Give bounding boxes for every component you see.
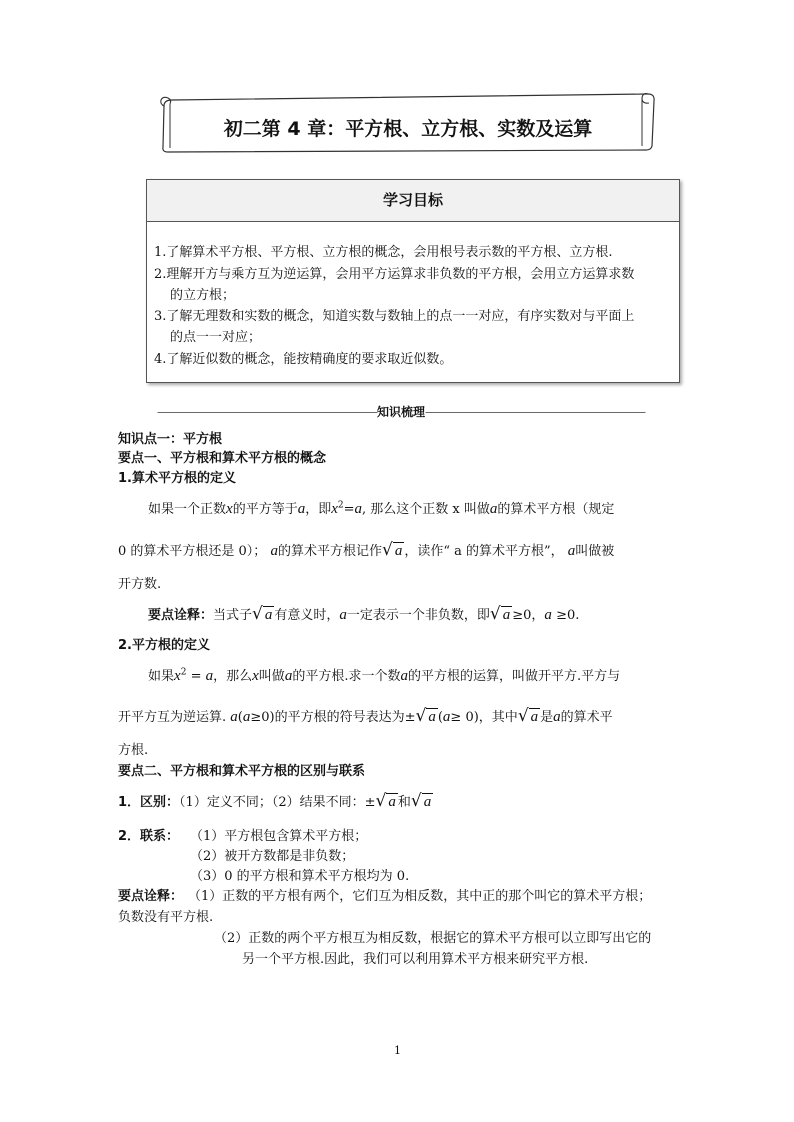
subsection-heading: 1.算术平方根的定义 xyxy=(118,471,236,486)
page-number: 1 xyxy=(394,1044,401,1057)
sqrt-expression: √ a xyxy=(375,791,396,811)
sqrt-expression: √ a xyxy=(410,791,432,811)
section-heading: 要点二、平方根和算术平方根的区别与联系 xyxy=(118,764,366,779)
section-heading: 要点一、平方根和算术平方根的概念 xyxy=(118,451,327,466)
paragraph-line: 开方数. xyxy=(118,577,162,592)
objective-item: 4.了解近似数的概念，能按精确度的要求取近似数。 xyxy=(154,352,453,367)
sqrt-expression: √ a xyxy=(381,540,403,560)
sqrt-expression: √ a xyxy=(517,706,539,726)
section-divider xyxy=(146,403,656,420)
objectives-box xyxy=(146,179,680,383)
paragraph-line: 如果一个正数x的平方等于a，即$x^2=a$, 那么这个正数 x 叫做a的算术平方根（规定 xyxy=(148,500,615,517)
note-line: 另一个平方根.因此，我们可以利用算术平方根来研究平方根. xyxy=(242,952,589,967)
relation-item: （3）0 的平方根和算术平方根均为 0. xyxy=(190,869,410,884)
objective-item: 2.理解开方与乘方互为逆运算，会用平方运算求非负数的平方根，会用立方运算求数 xyxy=(154,267,635,282)
note-line: 负数没有平方根. xyxy=(118,910,214,925)
subsection-heading: 2.平方根的定义 xyxy=(118,638,210,653)
objective-item: 1.了解算术平方根、平方根、立方根的概念，会用根号表示数的平方根、立方根. xyxy=(154,245,613,260)
note-label: 要点诠释： xyxy=(148,608,214,623)
paragraph-line: 方根. xyxy=(118,743,149,758)
objective-item: 3.了解无理数和实数的概念，知道实数与数轴上的点一一对应，有序实数对与平面上 xyxy=(154,309,635,324)
note-line: （2）正数的两个平方根互为相反数，根据它的算术平方根可以立即写出它的 xyxy=(214,931,652,946)
divider-dashes: ———————————————————— xyxy=(156,405,377,419)
objective-item: 的立方根； xyxy=(170,288,236,303)
sqrt-expression: √ a xyxy=(489,604,511,624)
relation-item: （1）平方根包含算术平方根； xyxy=(190,829,368,844)
sqrt-expression: √ a xyxy=(252,604,273,624)
note-label: 要点诠释： xyxy=(118,889,184,904)
note-line: （1）正数的平方根有两个，它们互为相反数，其中正的那个叫它的算术平方根； xyxy=(188,889,652,904)
objective-item: 的点一一对应； xyxy=(170,330,262,345)
difference-label: 1．区别： xyxy=(118,795,180,810)
note-line: 要点诠释：当式子√ a 有意义时，a一定表示一个非负数，即√ a ≥0，a ≥0. xyxy=(148,604,580,624)
paragraph-line: 如果$x^2 = a$，那么x叫做a的平方根.求一个数a的平方根的运算，叫做开平方.平方与 xyxy=(148,667,621,684)
divider-dashes: ———————————————————— xyxy=(425,405,645,419)
paragraph-line: 0 的算术平方根还是 0）； a的算术平方根记作√ a ，读作“ a 的算术平方根”， a叫做被 xyxy=(118,540,615,560)
objectives-heading: 学习目标 xyxy=(382,191,443,209)
difference-line: 1．区别：（1）定义不同；（2）结果不同：±√ a 和√ a xyxy=(118,791,432,811)
objectives-header xyxy=(147,180,679,222)
relation-item: （2）被开方数都是非负数； xyxy=(190,849,355,864)
paragraph-line: 开平方互为逆运算. a(a≥0)的平方根的符号表达为±√ a (a≥ 0)，其中√ a 是a的算术平 xyxy=(118,706,613,726)
sqrt-expression: √ a xyxy=(415,706,436,726)
page-title: 初二第 4 章：平方根、立方根、实数及运算 xyxy=(223,118,593,140)
knowledge-point-heading: 知识点一：平方根 xyxy=(118,432,223,447)
divider-label: 知识梳理 xyxy=(376,405,425,419)
relation-label: 2．联系： xyxy=(118,829,180,844)
